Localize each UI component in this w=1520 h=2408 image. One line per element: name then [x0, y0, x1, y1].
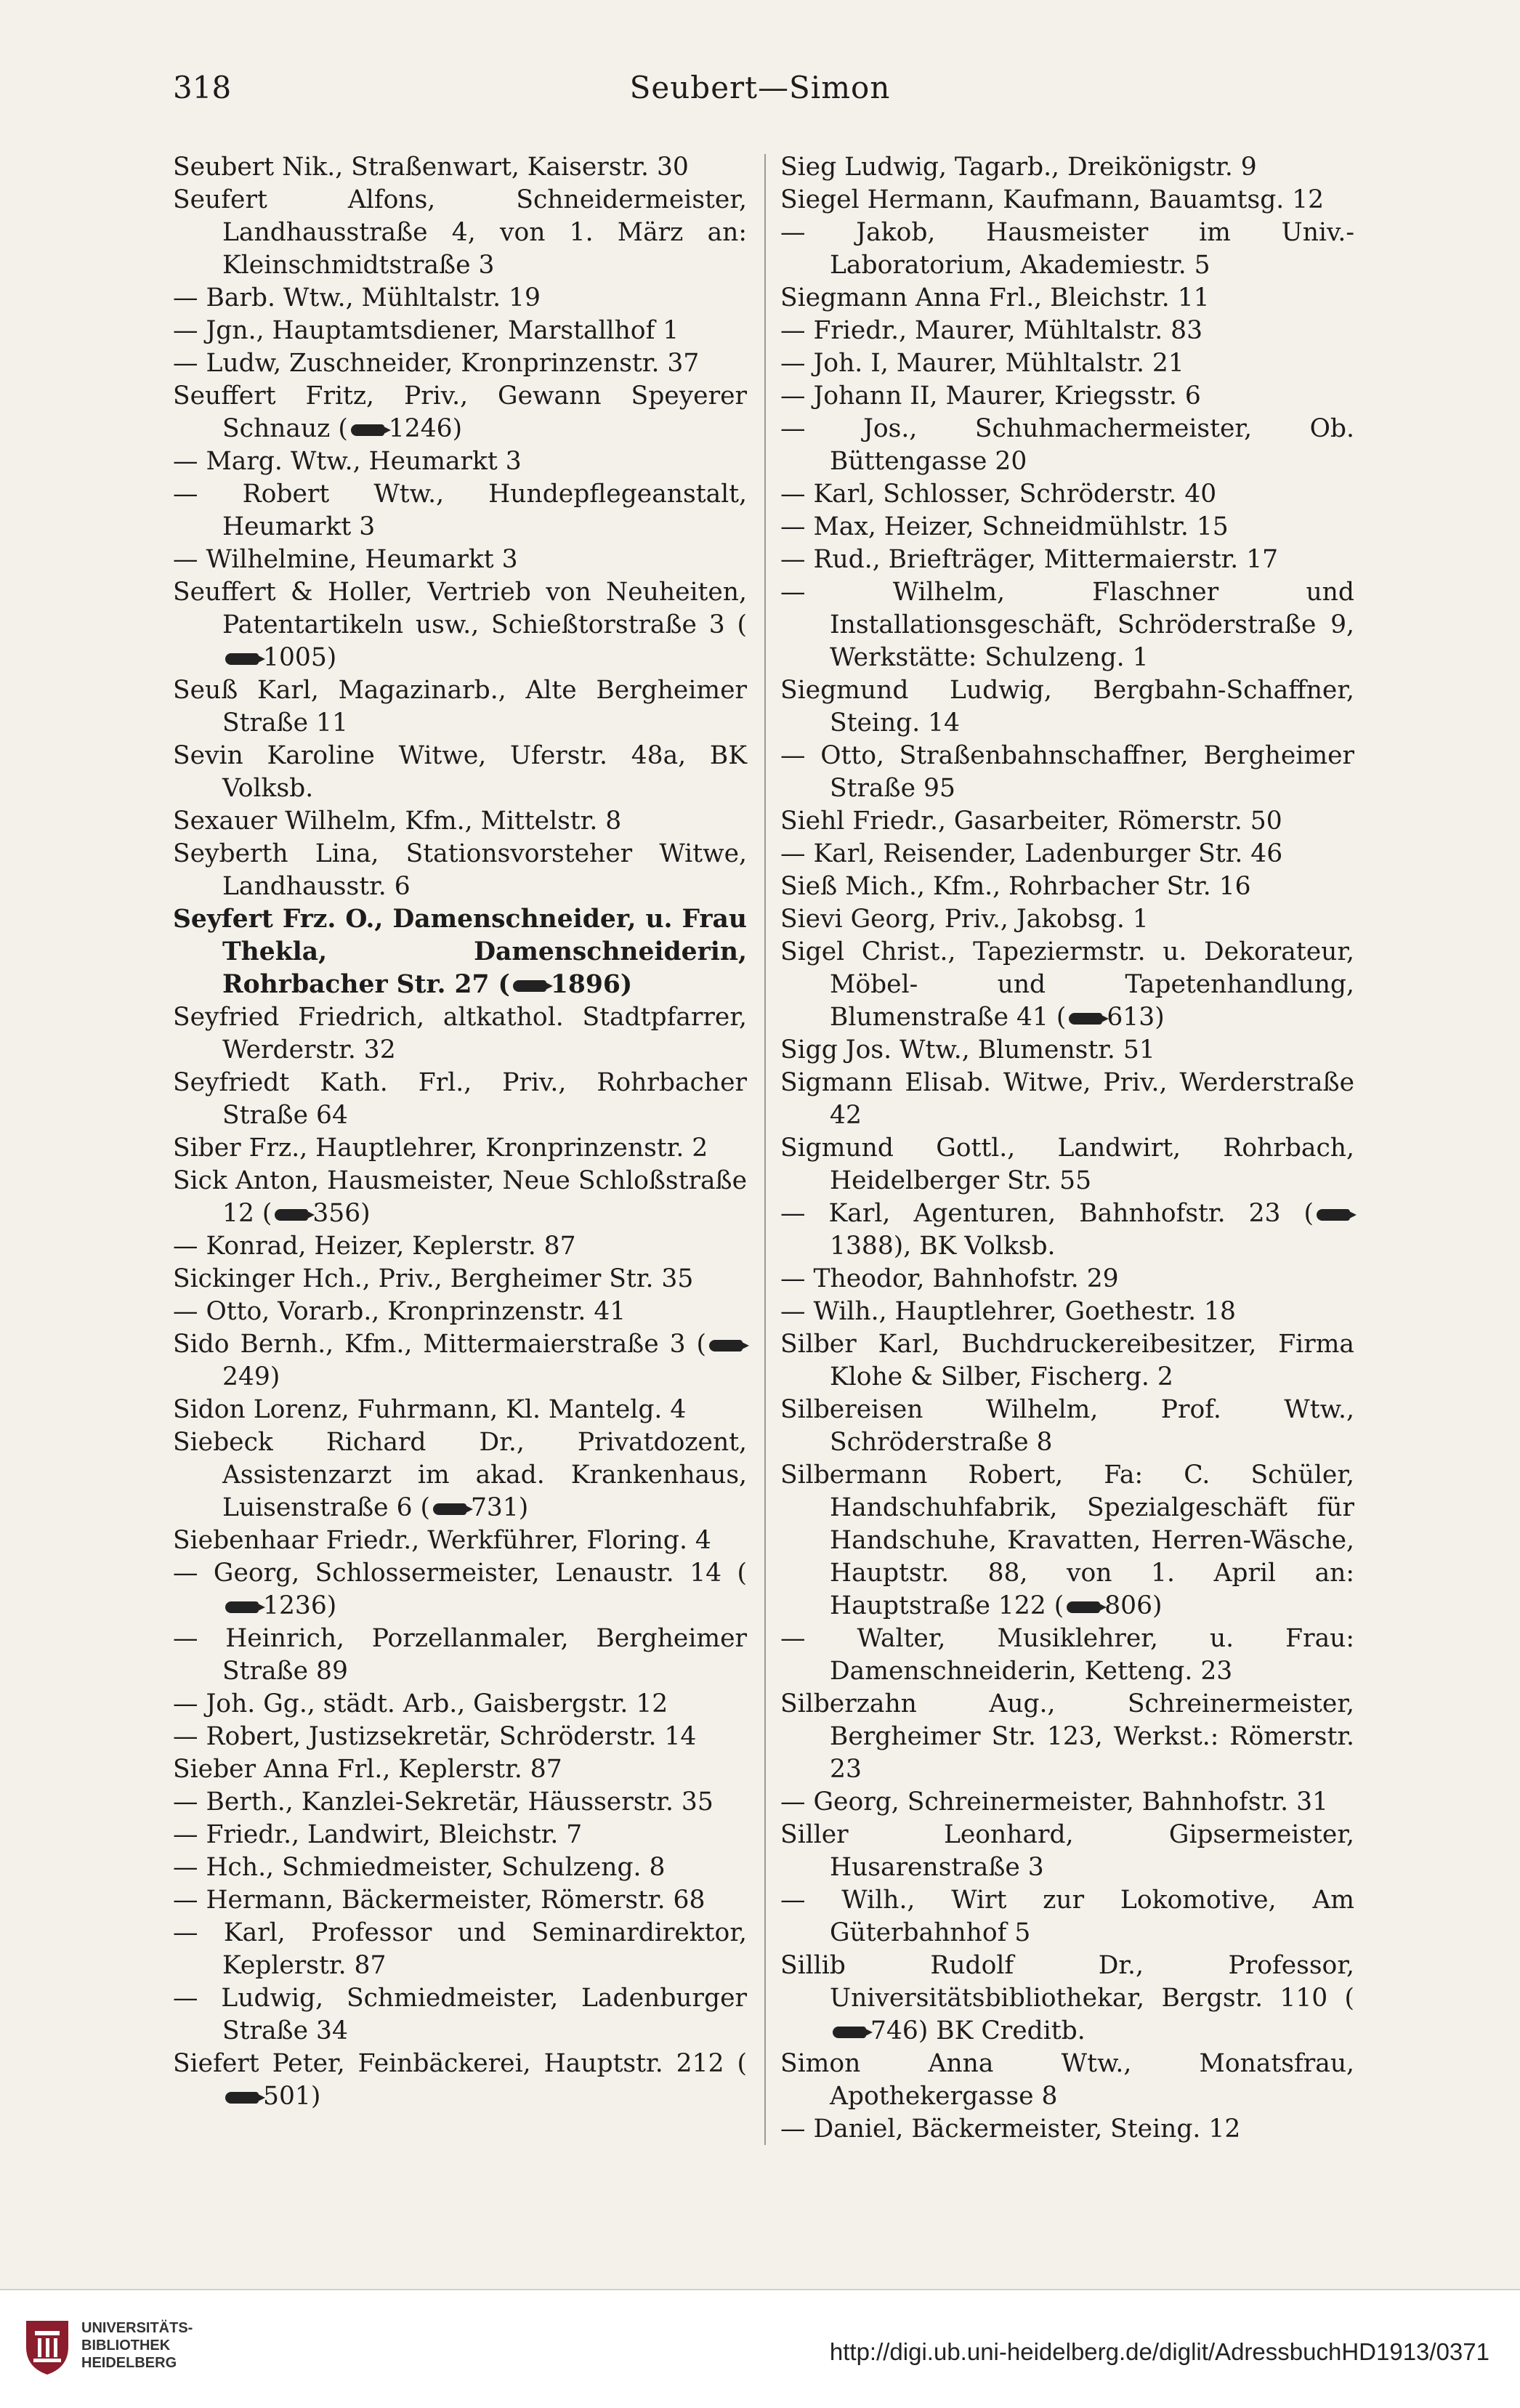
directory-entry	[173, 1557, 747, 1623]
telephone-number: 1896)	[550, 970, 633, 999]
entry-text: Siegel Hermann, Kaufmann, Bauamtsg. 12	[780, 185, 1325, 214]
telephone-number: 613)	[1107, 1003, 1165, 1032]
telephone-icon	[833, 2027, 866, 2038]
entry-text: — Georg, Schreinermeister, Bahnhofstr. 31	[780, 1787, 1328, 1817]
entry-text: Seyfried Friedrich, altkathol. Stadtpfarrer, Werderstr. 32	[173, 1003, 747, 1064]
entry-text: Sieg Ludwig, Tagarb., Dreikönigstr. 9	[780, 153, 1257, 182]
library-name-line: HEIDELBERG	[81, 2355, 177, 2371]
entry-text: Sick Anton, Hausmeister, Neue Schloßstraße 12 (	[173, 1166, 747, 1228]
entry-text: — Walter, Musiklehrer, u. Frau: Damenschneiderin, Ketteng. 23	[780, 1624, 1354, 1686]
entry-text: — Georg, Schlossermeister, Lenaustr. 14 (	[173, 1559, 747, 1588]
entry-text: Seuffert & Holler, Vertrieb von Neuheiten, Patentartikeln usw., Schießtorstraße 3 (	[173, 578, 747, 639]
entry-text: Sickinger Hch., Priv., Bergheimer Str. 35	[173, 1264, 694, 1293]
entry-text: — Joh. Gg., städt. Arb., Gaisbergstr. 12	[173, 1689, 668, 1718]
directory-entry	[780, 347, 1354, 380]
directory-entry	[780, 2048, 1354, 2113]
entry-text: Siller Leonhard, Gipsermeister, Husarenstraße 3	[780, 1820, 1354, 1882]
directory-entry	[173, 1524, 747, 1557]
directory-entry	[780, 903, 1354, 936]
telephone-number: 806)	[1104, 1591, 1163, 1620]
telephone-icon	[709, 1340, 743, 1352]
directory-entry	[780, 936, 1354, 1034]
right-column	[780, 151, 1354, 2146]
entry-text: Sievi Georg, Priv., Jakobsg. 1	[780, 905, 1149, 934]
entry-text: Siehl Friedr., Gasarbeiter, Römerstr. 50	[780, 807, 1282, 836]
directory-entry	[173, 1819, 747, 1851]
entry-text: — Otto, Vorarb., Kronprinzenstr. 41	[173, 1297, 626, 1326]
directory-entry	[780, 1394, 1354, 1459]
entry-text: — Friedr., Maurer, Mühltalstr. 83	[780, 316, 1203, 345]
library-name-line: BIBLIOTHEK	[81, 2338, 171, 2354]
directory-entry	[173, 1982, 747, 2048]
telephone-icon	[225, 2092, 259, 2104]
entry-text: Seuffert Fritz, Priv., Gewann Speyerer Schnauz (	[173, 381, 747, 443]
entry-text: Sigel Christ., Tapeziermstr. u. Dekorateur, Möbel- und Tapetenhandlung, Blumenstraße 41 (	[780, 937, 1354, 1032]
telephone-number: 746) BK Creditb.	[870, 2016, 1086, 2045]
entry-text: — Wilhelm, Flaschner und Installationsgeschäft, Schröderstraße 9, Werkstätte: Schulzeng. 1	[780, 578, 1354, 672]
directory-entry	[173, 184, 747, 282]
directory-entry	[780, 217, 1354, 282]
telephone-number: 249)	[222, 1362, 280, 1391]
telephone-number: 356)	[312, 1199, 371, 1228]
directory-entry	[780, 413, 1354, 478]
entry-text: Sigmann Elisab. Witwe, Priv., Werderstraße 42	[780, 1068, 1354, 1130]
directory-entry	[780, 1263, 1354, 1296]
directory-entry	[173, 740, 747, 805]
telephone-number: 1246)	[388, 414, 463, 443]
running-head: Seubert—Simon	[629, 70, 891, 105]
entry-text: Seyfert Frz. O., Damenschneider, u. Frau Thekla, Damenschneiderin, Rohrbacher Str. 27 (	[173, 905, 747, 999]
entry-text: Siber Frz., Hauptlehrer, Kronprinzenstr. 2	[173, 1134, 708, 1163]
entry-text: — Jos., Schuhmachermeister, Ob. Büttengasse 20	[780, 414, 1354, 476]
directory-entry	[780, 740, 1354, 805]
directory-entry	[780, 1819, 1354, 1884]
directory-entry	[780, 805, 1354, 838]
directory-entry	[173, 1917, 747, 1982]
entry-text: — Heinrich, Porzellanmaler, Bergheimer Straße 89	[173, 1624, 747, 1686]
directory-entry	[780, 1197, 1354, 1263]
directory-entry	[780, 1950, 1354, 2048]
telephone-number: 501)	[263, 2082, 321, 2111]
entry-text: — Hermann, Bäckermeister, Römerstr. 68	[173, 1886, 706, 1915]
directory-entry	[173, 478, 747, 544]
entry-text: Siebeck Richard Dr., Privatdozent, Assistenzarzt im akad. Krankenhaus, Luisenstraße 6 (	[173, 1428, 747, 1522]
telephone-number: 1388), BK Volksb.	[830, 1232, 1056, 1261]
directory-entry	[780, 1459, 1354, 1623]
directory-entry	[780, 870, 1354, 903]
entry-text: — Berth., Kanzlei-Sekretär, Häusserstr. 35	[173, 1787, 713, 1817]
entry-text: — Karl, Schlosser, Schröderstr. 40	[780, 480, 1217, 509]
directory-entry	[173, 1165, 747, 1230]
entry-text: Sillib Rudolf Dr., Professor, Universitätsbibliothekar, Bergstr. 110 (	[780, 1951, 1354, 2013]
directory-entry	[173, 903, 747, 1001]
telephone-icon	[433, 1503, 466, 1515]
entry-text: Silber Karl, Buchdruckereibesitzer, Firma Klohe & Silber, Fischerg. 2	[780, 1330, 1354, 1391]
telephone-number: 1005)	[263, 643, 337, 672]
directory-entry	[173, 1851, 747, 1884]
entry-text: — Wilh., Hauptlehrer, Goethestr. 18	[780, 1297, 1236, 1326]
entry-text: — Theodor, Bahnhofstr. 29	[780, 1264, 1119, 1293]
directory-entry	[173, 1426, 747, 1524]
entry-text: — Ludw, Zuschneider, Kronprinzenstr. 37	[173, 349, 700, 378]
entry-text: — Rud., Briefträger, Mittermaierstr. 17	[780, 545, 1279, 574]
directory-entry	[780, 478, 1354, 511]
entry-text: Siegmann Anna Frl., Bleichstr. 11	[780, 283, 1210, 312]
entry-text: Sidon Lorenz, Fuhrmann, Kl. Mantelg. 4	[173, 1395, 687, 1424]
directory-entry	[173, 674, 747, 740]
directory-entry	[780, 674, 1354, 740]
entry-text: — Konrad, Heizer, Keplerstr. 87	[173, 1232, 576, 1261]
page-number: 318	[173, 70, 232, 105]
source-url-link[interactable]: http://digi.ub.uni-heidelberg.de/diglit/AdressbuchHD1913/0371	[829, 2338, 1489, 2365]
entry-text: — Joh. I, Maurer, Mühltalstr. 21	[780, 349, 1184, 378]
column-divider	[764, 154, 766, 2145]
directory-entry	[780, 151, 1354, 184]
directory-entry	[780, 838, 1354, 870]
entry-text: — Karl, Agenturen, Bahnhofstr. 23 (	[780, 1199, 1314, 1228]
directory-entry	[173, 1001, 747, 1067]
telephone-icon	[1069, 1013, 1102, 1025]
directory-entry	[173, 805, 747, 838]
entry-text: — Ludwig, Schmiedmeister, Ladenburger Straße 34	[173, 1984, 747, 2045]
telephone-icon	[225, 653, 259, 665]
left-column	[173, 151, 747, 2113]
entry-text: Sigmund Gottl., Landwirt, Rohrbach, Heidelberger Str. 55	[780, 1134, 1354, 1195]
entry-text: — Wilh., Wirt zur Lokomotive, Am Güterbahnhof 5	[780, 1886, 1354, 1947]
entry-text: Siebenhaar Friedr., Werkführer, Floring. 4	[173, 1526, 711, 1555]
directory-entry	[173, 2048, 747, 2113]
entry-text: — Daniel, Bäckermeister, Steing. 12	[780, 2114, 1241, 2144]
entry-text: Siegmund Ludwig, Bergbahn-Schaffner, Steing. 14	[780, 676, 1354, 738]
entry-text: Seufert Alfons, Schneidermeister, Landhausstraße 4, von 1. März an: Kleinschmidtstraße 3	[173, 185, 747, 280]
entry-text: Silberzahn Aug., Schreinermeister, Bergheimer Str. 123, Werkst.: Römerstr. 23	[780, 1689, 1354, 1784]
entry-text: Sieß Mich., Kfm., Rohrbacher Str. 16	[780, 872, 1251, 901]
entry-text: Silbermann Robert, Fa: C. Schüler, Handschuhfabrik, Spezialgeschäft für Handschuhe, Kravatten, Herren-Wäsche, Hauptstr. 88, von 1. April an: Hauptstraße 122 (	[780, 1460, 1354, 1620]
entry-text: — Marg. Wtw., Heumarkt 3	[173, 447, 522, 476]
directory-entry	[780, 315, 1354, 347]
entry-text: Sido Bernh., Kfm., Mittermaierstraße 3 (	[173, 1330, 706, 1359]
telephone-number: 1236)	[263, 1591, 337, 1620]
directory-entry	[173, 1296, 747, 1328]
directory-entry	[780, 1067, 1354, 1132]
entry-text: Seyfriedt Kath. Frl., Priv., Rohrbacher Straße 64	[173, 1068, 747, 1130]
telephone-number: 731)	[470, 1493, 529, 1522]
entry-text: — Johann II, Maurer, Kriegsstr. 6	[780, 381, 1201, 411]
entry-text: Siefert Peter, Feinbäckerei, Hauptstr. 212 (	[173, 2049, 747, 2078]
directory-entry	[173, 1753, 747, 1786]
telephone-icon	[275, 1209, 308, 1221]
directory-entry	[173, 1132, 747, 1165]
entry-text: — Karl, Professor und Seminardirektor, Keplerstr. 87	[173, 1918, 747, 1980]
directory-entry	[780, 1296, 1354, 1328]
directory-entry	[173, 544, 747, 576]
entry-text: — Barb. Wtw., Mühltalstr. 19	[173, 283, 541, 312]
telephone-icon	[513, 980, 546, 992]
library-name-line: UNIVERSITÄTS-	[81, 2320, 193, 2336]
directory-entry	[173, 282, 747, 315]
directory-entry	[780, 1786, 1354, 1819]
directory-entry	[173, 1067, 747, 1132]
entry-text: Seubert Nik., Straßenwart, Kaiserstr. 30	[173, 153, 689, 182]
entry-text: — Jgn., Hauptamtsdiener, Marstallhof 1	[173, 316, 679, 345]
directory-entry	[173, 1263, 747, 1296]
telephone-icon	[225, 1601, 259, 1613]
directory-entry	[780, 380, 1354, 413]
directory-entry	[780, 1688, 1354, 1786]
directory-entry	[173, 151, 747, 184]
directory-entry	[780, 1884, 1354, 1950]
entry-text: — Robert Wtw., Hundepflegeanstalt, Heumarkt 3	[173, 480, 747, 541]
library-logo-icon	[22, 2315, 73, 2377]
entry-text: — Karl, Reisender, Ladenburger Str. 46	[780, 839, 1283, 868]
directory-entry	[173, 445, 747, 478]
directory-entry	[173, 1721, 747, 1753]
directory-entry	[173, 1786, 747, 1819]
library-name	[81, 2319, 193, 2372]
entry-text: Seyberth Lina, Stationsvorsteher Witwe, Landhausstr. 6	[173, 839, 747, 901]
directory-entry	[780, 1034, 1354, 1067]
telephone-icon	[351, 424, 384, 436]
directory-entry	[173, 1230, 747, 1263]
entry-text: — Robert, Justizsekretär, Schröderstr. 14	[173, 1722, 697, 1751]
entry-text: Sexauer Wilhelm, Kfm., Mittelstr. 8	[173, 807, 622, 836]
entry-text: Sigg Jos. Wtw., Blumenstr. 51	[780, 1035, 1155, 1064]
directory-entry	[780, 184, 1354, 217]
entry-text: — Jakob, Hausmeister im Univ.-Laboratorium, Akademiestr. 5	[780, 218, 1354, 280]
directory-entry	[173, 576, 747, 674]
directory-entry	[173, 347, 747, 380]
directory-entry	[780, 282, 1354, 315]
entry-text: Silbereisen Wilhelm, Prof. Wtw., Schröderstraße 8	[780, 1395, 1354, 1457]
entry-text: — Max, Heizer, Schneidmühlstr. 15	[780, 512, 1229, 541]
directory-entry	[780, 511, 1354, 544]
entry-text: Seuß Karl, Magazinarb., Alte Bergheimer Straße 11	[173, 676, 747, 738]
entry-text: Sevin Karoline Witwe, Uferstr. 48a, BK Volksb.	[173, 741, 747, 803]
footer-bar	[0, 2289, 1520, 2408]
telephone-icon	[1067, 1601, 1100, 1613]
directory-entry	[173, 1623, 747, 1688]
directory-entry	[173, 1394, 747, 1426]
telephone-icon	[1317, 1209, 1350, 1221]
directory-entry	[173, 315, 747, 347]
directory-entry	[173, 838, 747, 903]
directory-entry	[780, 1132, 1354, 1197]
entry-text: — Friedr., Landwirt, Bleichstr. 7	[173, 1820, 583, 1849]
entry-text: Sieber Anna Frl., Keplerstr. 87	[173, 1755, 562, 1784]
directory-entry	[780, 1328, 1354, 1394]
directory-entry	[780, 576, 1354, 674]
directory-entry	[173, 1688, 747, 1721]
directory-entry	[780, 1623, 1354, 1688]
directory-entry	[780, 544, 1354, 576]
directory-entry	[173, 380, 747, 445]
entry-text: Simon Anna Wtw., Monatsfrau, Apothekergasse 8	[780, 2049, 1354, 2111]
directory-entry	[780, 2113, 1354, 2146]
entry-text: — Wilhelmine, Heumarkt 3	[173, 545, 518, 574]
entry-text: — Otto, Straßenbahnschaffner, Bergheimer Straße 95	[780, 741, 1354, 803]
directory-entry	[173, 1884, 747, 1917]
directory-entry	[173, 1328, 747, 1394]
entry-text: — Hch., Schmiedmeister, Schulzeng. 8	[173, 1853, 666, 1882]
